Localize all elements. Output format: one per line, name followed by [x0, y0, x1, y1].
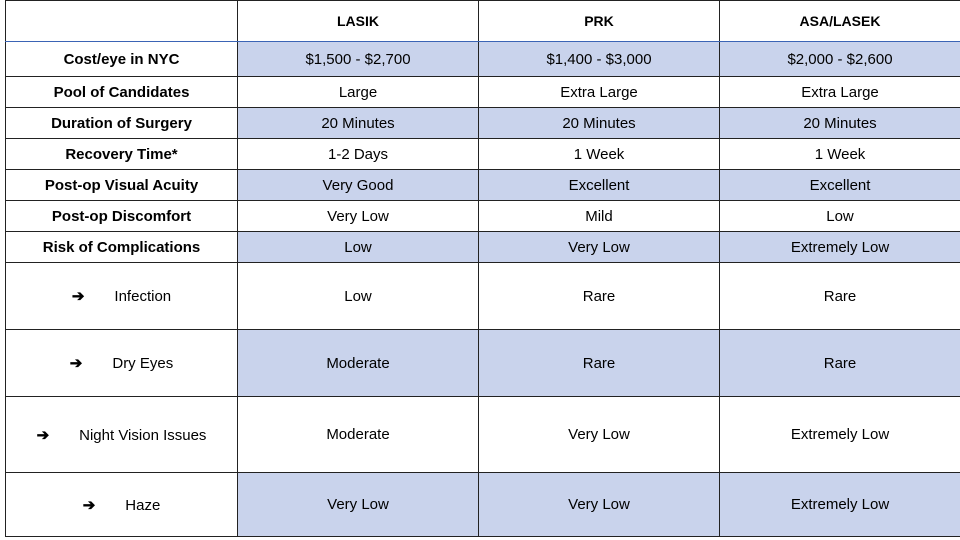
row-label-cost: Cost/eye in NYC [6, 42, 238, 77]
row-label-haze [6, 473, 238, 537]
table-row [6, 170, 960, 201]
row-label-dry-eyes [6, 330, 238, 397]
table-row [6, 108, 960, 139]
row-label-risk: Risk of Complications [6, 232, 238, 263]
sub-label: Night Vision Issues [79, 426, 207, 444]
header-prk: PRK [479, 1, 720, 42]
header-lasik: LASIK [238, 1, 479, 42]
cell-lasik: $1,500 - $2,700 [238, 42, 479, 77]
cell-lasik: Low [238, 232, 479, 263]
cell-asa-lasek: Extremely Low [720, 232, 960, 263]
cell-asa-lasek: Rare [720, 330, 960, 397]
cell-asa-lasek: Extremely Low [720, 397, 960, 473]
table-row [6, 77, 960, 108]
cell-prk: Mild [479, 201, 720, 232]
cell-prk: Very Low [479, 232, 720, 263]
cell-prk: $1,400 - $3,000 [479, 42, 720, 77]
row-label-duration: Duration of Surgery [6, 108, 238, 139]
cell-lasik: Low [238, 263, 479, 330]
table-row [6, 201, 960, 232]
cell-asa-lasek: Low [720, 201, 960, 232]
cell-asa-lasek: Extremely Low [720, 473, 960, 537]
cell-prk: 20 Minutes [479, 108, 720, 139]
arrow-right-icon: ➔ [69, 355, 83, 372]
comparison-table [5, 0, 960, 537]
cell-prk: Very Low [479, 397, 720, 473]
table-row [6, 473, 960, 537]
row-label-night-vision [6, 397, 238, 473]
sub-label: Dry Eyes [112, 355, 174, 372]
cell-prk: Extra Large [479, 77, 720, 108]
table-row [6, 263, 960, 330]
header-corner [6, 1, 238, 42]
table-row [6, 330, 960, 397]
cell-lasik: 1-2 Days [238, 139, 479, 170]
cell-prk: Rare [479, 330, 720, 397]
arrow-right-icon: ➔ [36, 426, 50, 444]
cell-lasik: Very Good [238, 170, 479, 201]
cell-lasik: Large [238, 77, 479, 108]
row-label-pool: Pool of Candidates [6, 77, 238, 108]
table-row [6, 232, 960, 263]
header-row [6, 1, 960, 42]
row-label-discomfort: Post-op Discomfort [6, 201, 238, 232]
row-label-recovery: Recovery Time* [6, 139, 238, 170]
header-asa-lasek: ASA/LASEK [720, 1, 960, 42]
sub-label: Haze [125, 496, 161, 514]
row-label-acuity: Post-op Visual Acuity [6, 170, 238, 201]
table-row [6, 42, 960, 77]
cell-asa-lasek: Rare [720, 263, 960, 330]
cell-prk: Rare [479, 263, 720, 330]
cell-lasik: Moderate [238, 397, 479, 473]
arrow-right-icon: ➔ [82, 496, 96, 514]
cell-lasik: Moderate [238, 330, 479, 397]
cell-asa-lasek: 1 Week [720, 139, 960, 170]
cell-prk: Very Low [479, 473, 720, 537]
table-row [6, 139, 960, 170]
cell-asa-lasek: Extra Large [720, 77, 960, 108]
cell-lasik: Very Low [238, 201, 479, 232]
cell-asa-lasek: Excellent [720, 170, 960, 201]
cell-asa-lasek: 20 Minutes [720, 108, 960, 139]
table-row [6, 397, 960, 473]
cell-prk: 1 Week [479, 139, 720, 170]
cell-lasik: 20 Minutes [238, 108, 479, 139]
sub-label: Infection [114, 288, 172, 305]
cell-asa-lasek: $2,000 - $2,600 [720, 42, 960, 77]
row-label-infection [6, 263, 238, 330]
cell-lasik: Very Low [238, 473, 479, 537]
cell-prk: Excellent [479, 170, 720, 201]
arrow-right-icon: ➔ [71, 288, 85, 305]
